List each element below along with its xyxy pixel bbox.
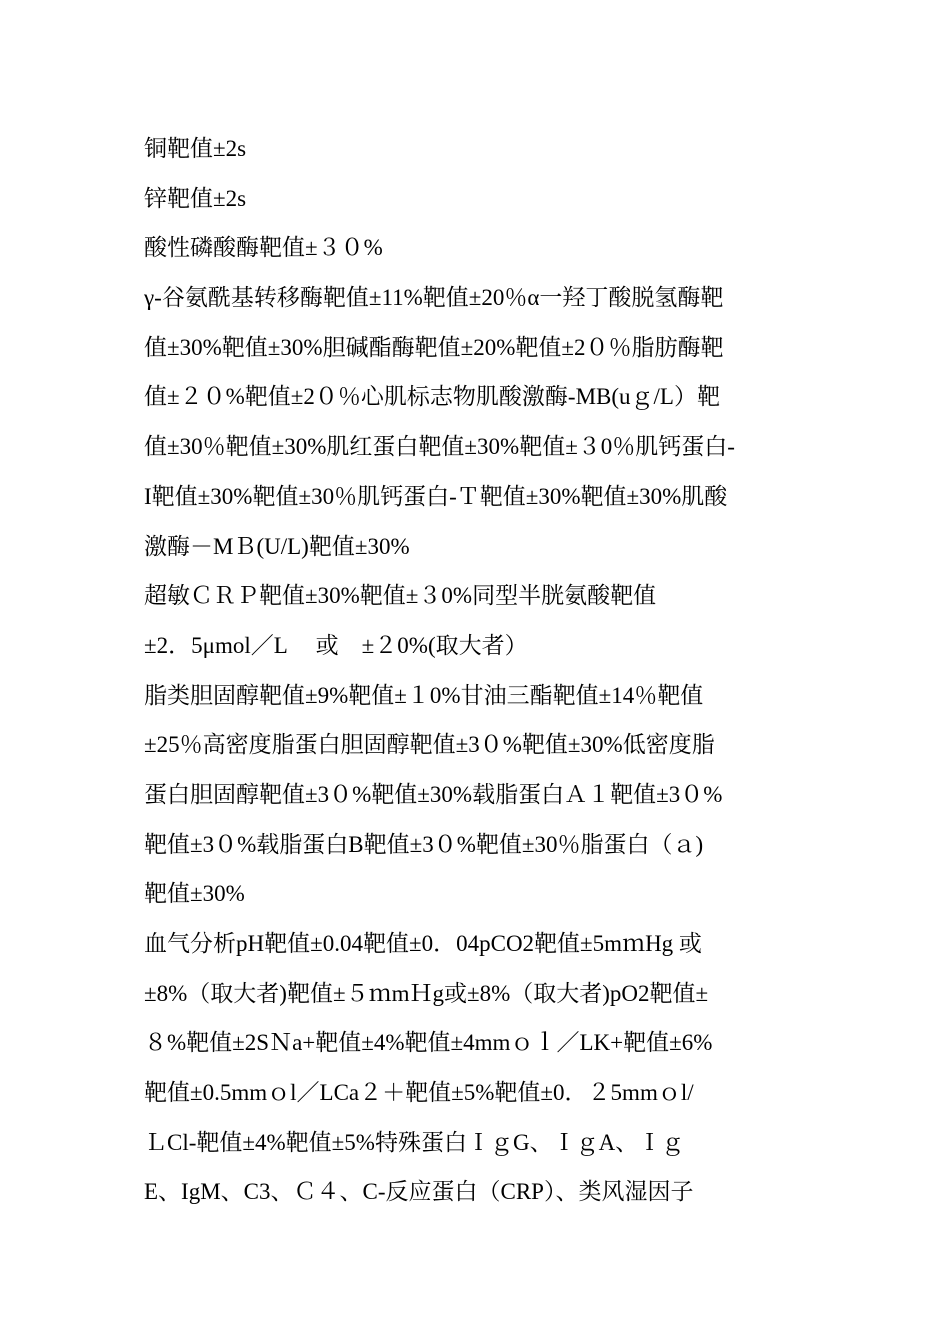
text-line: 酸性磷酸酶靶值±３０% [144,235,383,261]
text-line: 值±30%靶值±30%胆碱酯酶靶值±20%靶值±2０％脂肪酶靶 [144,334,724,360]
text-line: 脂类胆固醇靶值±9%靶值±１0%甘油三酯靶值±14％靶值 [144,682,704,708]
document-body [144,128,814,1221]
text-line: 血气分析pH靶值±0.04靶值±0．04pCO2靶值±5mｍHg 或 [144,931,702,956]
text-line: ±25％高密度脂蛋白胆固醇靶值±3０%靶值±30%低密度脂 [144,732,715,758]
text-line: 靶值±30% [144,881,245,907]
text-line: 靶值±3０%载脂蛋白B靶值±3０%靶值±30％脂蛋白（ａ) [144,831,704,857]
text-line: 蛋白胆固醇靶值±3０%靶值±30%载脂蛋白Ａ１靶值±3０% [144,781,723,807]
text-line: 锌靶值±2s [144,185,247,211]
text-line: ８%靶值±2SＮa+靶值±4%靶值±4mmｏｌ／LK+靶值±6% [144,1030,713,1056]
text-line: 超敏ＣＲＰ靶值±30%靶值±３0%同型半胱氨酸靶值 [144,583,657,609]
text-line: 铜靶值±2s [144,136,247,161]
text-line: I靶值±30%靶值±30％肌钙蛋白-Ｔ靶值±30%靶值±30%肌酸 [144,483,728,509]
text-line: ±8%（取大者)靶值±５ｍmＨg或±8%（取大者)pO2靶值± [144,980,709,1006]
text-line: 值±２０%靶值±2０％心肌标志物肌酸激酶-MB(uｇ/L）靶 [144,384,720,410]
text-line: ±2．5μmol／L 或 ±２0%(取大者） [144,632,528,658]
text-line: γ-谷氨酰基转移酶靶值±11%靶值±20％α一羟丁酸脱氢酶靶 [144,285,724,311]
text-line: ＬCl-靶值±4%靶值±5%特殊蛋白ＩｇG、ＩｇA、Ｉｇ [144,1129,685,1155]
text-line: E、IgM、C3、Ｃ４、C-反应蛋白（CRP）、类风湿因子 [144,1179,694,1205]
text-line: 靶值±0.5mmｏl／LCa２＋靶值±5%靶值±0．２5mmｏl/ [144,1080,694,1106]
text-line: 值±30％靶值±30%肌红蛋白靶值±30%靶值±３0％肌钙蛋白- [144,434,735,460]
text-line: 激酶－MＢ(U/L)靶值±30% [144,533,410,559]
